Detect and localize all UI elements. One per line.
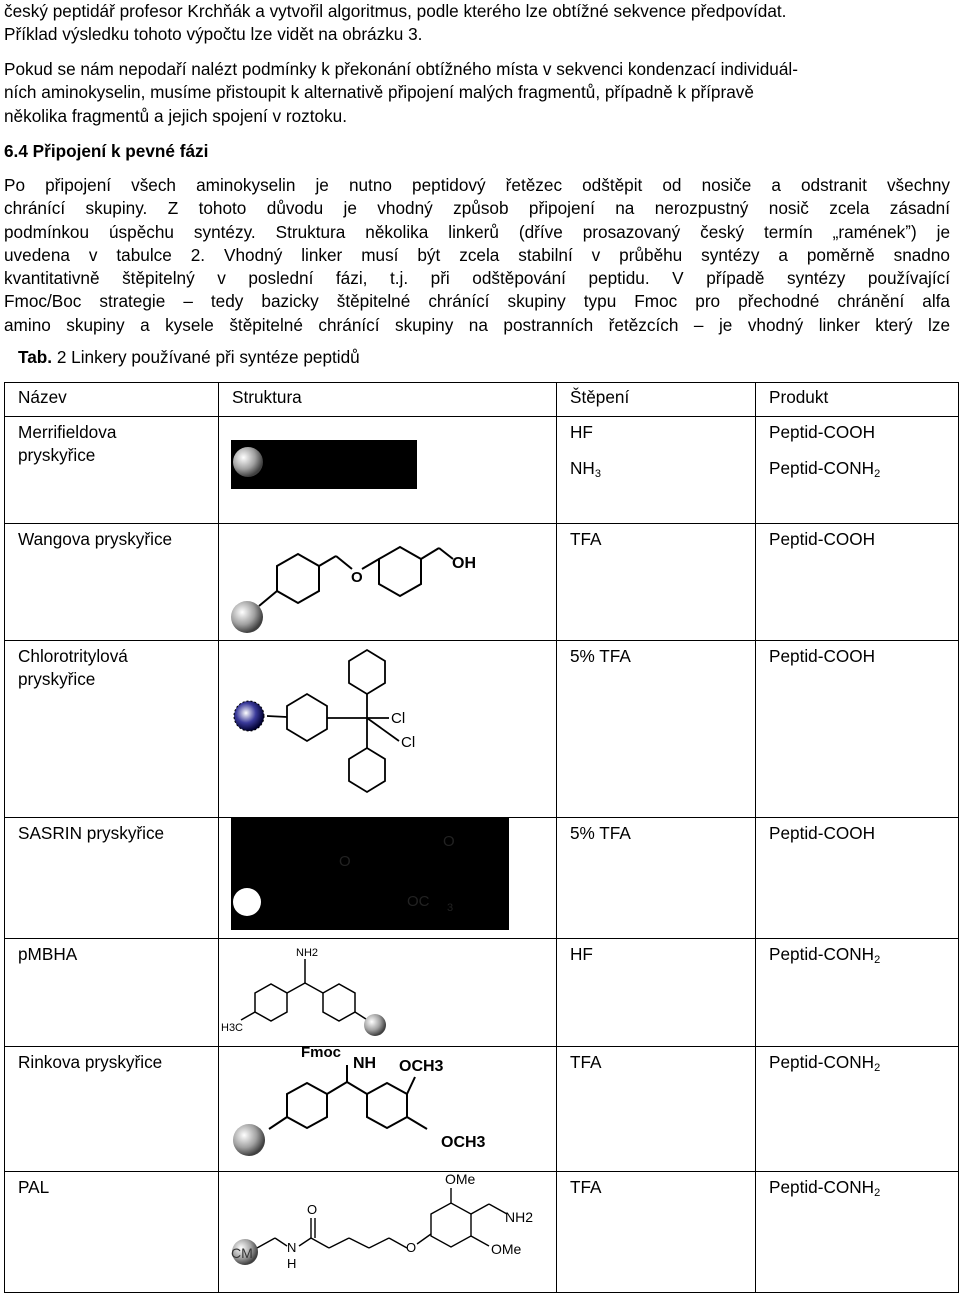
sasrin-o-label: O	[339, 853, 351, 870]
product-line: Peptid-$CONH_2$	[769, 1177, 881, 1199]
structure-cell	[219, 1047, 557, 1172]
name-cell	[5, 641, 219, 818]
pal-o-label: O	[307, 1202, 318, 1217]
paragraph-line: kvantitativně štěpitelný v poslední fázi, t.j. při odštěpování peptidu. V případě syntézy používající	[4, 268, 950, 289]
cleavage-cell	[557, 641, 756, 818]
sasrin-structure	[219, 818, 555, 937]
cleavage-line: TFA	[570, 1052, 602, 1072]
name-line: pryskyřice	[18, 669, 96, 689]
rink-fmoc-label: Fmoc	[301, 1047, 342, 1061]
table-row	[5, 1172, 959, 1293]
structure-cell	[219, 417, 557, 524]
name-line: SASRIN pryskyřice	[18, 823, 165, 843]
paragraph-line: chránící skupiny. Z tohoto důvodu je vhodný způsob připojení na nerozpustný nosič zcela zásadní	[4, 198, 950, 219]
cleavage-line: TFA	[570, 529, 602, 549]
name-line: pryskyřice	[18, 445, 96, 465]
wang-oh-label: OH	[452, 555, 476, 572]
name-line: Merrifieldova	[18, 422, 117, 442]
header-cell: Produkt	[756, 383, 959, 417]
sasrin-subscript-label: 3	[447, 902, 454, 914]
paragraph-line: ních aminokyselin, musíme přistoupit k alternativě připojení malých fragmentů, případně k přípravě	[4, 82, 754, 103]
resin-bead-icon	[233, 888, 261, 916]
name-line: Rinkova pryskyřice	[18, 1052, 163, 1072]
paragraph-fragments	[4, 58, 950, 128]
product-cell	[756, 1172, 959, 1293]
rink-och3-label: OCH3	[399, 1058, 444, 1075]
table-row	[5, 1047, 959, 1172]
product-cell	[756, 939, 959, 1047]
name-line: PAL	[18, 1177, 50, 1197]
chlorotrityl-cl-label: Cl	[401, 734, 416, 751]
resin-bead-icon	[233, 1124, 265, 1156]
structure-cell	[219, 1172, 557, 1293]
product-line: Peptid-COOH	[769, 529, 876, 549]
cleavage-line: HF	[570, 944, 593, 964]
resin-bead-icon	[234, 701, 264, 731]
cleavage-cell	[557, 524, 756, 641]
table-row	[5, 641, 959, 818]
product-line: Peptid-COOH	[769, 646, 876, 666]
resin-bead-icon	[233, 447, 263, 477]
cleavage-cell	[557, 818, 756, 939]
linkers-table	[4, 382, 959, 1293]
product-line: Peptid-$CONH_2$	[769, 944, 881, 966]
header-cell: Štěpení	[557, 383, 756, 417]
pal-o-label: O	[406, 1240, 417, 1255]
cleavage-line: 5% TFA	[570, 646, 631, 666]
chlorotrityl-structure	[219, 641, 555, 816]
cleavage-line: 5% TFA	[570, 823, 631, 843]
product-line: Peptid-COOH	[769, 422, 876, 442]
cleavage-cell	[557, 417, 756, 524]
product-cell	[756, 417, 959, 524]
table-row	[5, 417, 959, 524]
pal-nh2-label: NH2	[505, 1209, 534, 1225]
table-caption	[18, 347, 360, 368]
product-cell	[756, 1047, 959, 1172]
header-cell: Název	[5, 383, 219, 417]
table-row	[5, 524, 959, 641]
name-cell	[5, 939, 219, 1047]
structure-cell	[219, 818, 557, 939]
table-caption-text: 2 Linkery používané při syntéze peptidů	[52, 347, 360, 367]
table-row	[5, 939, 959, 1047]
intro-line: český peptidář profesor Krchňák a vytvořil algoritmus, podle kterého lze obtížné sekvence předpovídat.	[4, 1, 787, 21]
cleavage-cell	[557, 1172, 756, 1293]
wang-structure	[219, 524, 555, 639]
header-cell: Struktura	[219, 383, 557, 417]
cleavage-line: HF	[570, 422, 593, 442]
pal-h-label: H	[287, 1256, 297, 1271]
name-line: Wangova pryskyřice	[18, 529, 173, 549]
rink-och3-label: OCH3	[441, 1134, 486, 1151]
cleavage-line: TFA	[570, 1177, 602, 1197]
intro-line: Příklad výsledku tohoto výpočtu lze vidět na obrázku 3.	[4, 24, 423, 45]
paragraph-line: Po připojení všech aminokyselin je nutno peptidový řetězec odštěpit od nosiče a odstranit všechny	[4, 175, 950, 195]
table-row	[5, 818, 959, 939]
product-line: Peptid-$CONH_2$	[769, 458, 881, 480]
nh3-formula: $NH_3$	[570, 458, 601, 480]
cleavage-cell	[557, 939, 756, 1047]
pal-ome-label: OMe	[445, 1172, 476, 1187]
paragraph-line: několika fragmentů a jejich spojení v roztoku.	[4, 105, 347, 126]
resin-bead-icon	[364, 1014, 386, 1036]
intro-paragraph	[4, 0, 950, 47]
product-cell	[756, 818, 959, 939]
paragraph-line: amino skupiny a kysele štěpitelné chránící skupiny na postranních řetězcích – je vhodný linker který lze	[4, 314, 950, 335]
name-line: pMBHA	[18, 944, 78, 964]
cleavage-cell	[557, 1047, 756, 1172]
table-header-row	[5, 383, 959, 417]
pmbha-structure	[219, 939, 555, 1045]
pal-cm-label: CM	[231, 1245, 253, 1261]
name-cell	[5, 1172, 219, 1293]
pal-ome-label: OMe	[491, 1241, 522, 1257]
pal-structure	[219, 1172, 555, 1291]
pmbha-nh2-label: NH2	[296, 947, 319, 959]
wang-o-label: O	[351, 569, 363, 586]
structure-cell	[219, 524, 557, 641]
black-image-block	[231, 818, 509, 930]
structure-cell	[219, 939, 557, 1047]
product-line: Peptid-COOH	[769, 823, 876, 843]
paragraph-line: uvedena v tabulce 2. Vhodný linker musí být zcela stabilní v průběhu syntézy a poměrně snadno	[4, 244, 950, 265]
paragraph-line: Pokud se nám nepodaří nalézt podmínky k překonání obtížného místa v sekvenci kondenzací individuál-	[4, 59, 798, 79]
chlorotrityl-cl-label: Cl	[391, 710, 406, 727]
cleavage-line	[570, 457, 755, 486]
structure-cell	[219, 641, 557, 818]
table-caption-label: Tab.	[18, 347, 53, 367]
name-line: Chlorotritylová	[18, 646, 128, 666]
pal-n-label: N	[287, 1240, 297, 1255]
paragraph-line: podmínkou úspěchu syntézy. Struktura několika linkerů (dříve prosazovaný český termín „raménekˮ) je	[4, 221, 950, 242]
paragraph-solid-phase	[4, 174, 950, 337]
pmbha-h3c-label: H3C	[221, 1022, 244, 1034]
sasrin-o-label: O	[443, 833, 455, 850]
name-cell	[5, 417, 219, 524]
name-cell	[5, 1047, 219, 1172]
section-heading: 6.4 Připojení k pevné fázi	[4, 141, 209, 161]
sasrin-och-label: OC	[407, 893, 430, 910]
rink-nh-label: NH	[353, 1055, 377, 1072]
merrifield-structure	[219, 417, 555, 522]
name-cell	[5, 524, 219, 641]
name-cell	[5, 818, 219, 939]
product-line: Peptid-$CONH_2$	[769, 1052, 881, 1074]
paragraph-line: Fmoc/Boc strategie – tedy bazicky štěpitelné chránící skupiny typu Fmoc pro přechodné chránění alfa	[4, 291, 950, 312]
product-cell	[756, 524, 959, 641]
product-cell	[756, 641, 959, 818]
resin-bead-icon	[231, 601, 263, 633]
rink-structure	[219, 1047, 555, 1170]
